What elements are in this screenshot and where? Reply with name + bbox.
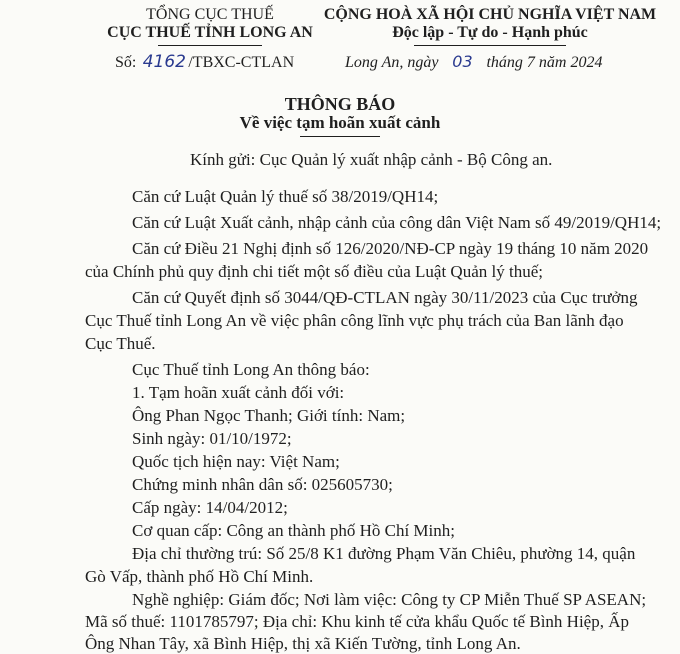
body-line: Cục Thuế. — [85, 334, 156, 353]
date-suffix: tháng 7 năm 2024 — [486, 54, 603, 71]
body-line: 1. Tạm hoãn xuất cảnh đối với: — [132, 383, 345, 402]
body-line: Ông Phan Ngọc Thanh; Giới tính: Nam; — [132, 406, 406, 425]
document-date — [345, 52, 602, 72]
body-line: Cục Thuế tỉnh Long An thông báo: — [132, 360, 370, 379]
office-name: CỤC THUẾ TỈNH LONG AN — [107, 24, 313, 41]
motto: Độc lập - Tự do - Hạnh phúc — [392, 24, 588, 41]
subject-underline — [300, 136, 380, 137]
body-line: Căn cứ Quyết định số 3044/QĐ-CTLAN ngày 30/11/2023 của Cục trưởng — [132, 288, 638, 307]
date-day-handwritten: 03 — [452, 52, 473, 71]
body-line: Địa chỉ thường trú: Số 25/8 K1 đường Phạm Văn Chiêu, phường 14, quận — [132, 544, 636, 563]
body-line: Cấp ngày: 14/04/2012; — [132, 498, 288, 517]
document-title: THÔNG BÁO — [284, 94, 396, 114]
nation-title: CỘNG HOÀ XÃ HỘI CHỦ NGHĨA VIỆT NAM — [323, 6, 657, 23]
motto-underline — [414, 45, 566, 46]
agency-name: TỔNG CỤC THUẾ — [146, 6, 274, 23]
office-underline — [158, 45, 262, 46]
body-line: Chứng minh nhân dân số: 025605730; — [132, 475, 393, 494]
body-line: Mã số thuế: 1101785797; Địa chỉ: Khu kinh tế cửa khẩu Quốc tế Bình Hiệp, Ấp — [85, 612, 629, 631]
body-line: Nghề nghiệp: Giám đốc; Nơi làm việc: Công ty CP Miễn Thuế SP ASEAN; — [132, 590, 647, 609]
date-prefix: Long An, ngày — [345, 54, 439, 71]
body-line: Ông Nhan Tây, xã Bình Hiệp, thị xã Kiến Tường, tỉnh Long An. — [85, 634, 521, 653]
body-line: Sinh ngày: 01/10/1972; — [132, 429, 292, 448]
body-line: của Chính phủ quy định chi tiết một số điều của Luật Quản lý thuế; — [85, 262, 543, 281]
body-line: Cơ quan cấp: Công an thành phố Hồ Chí Minh; — [132, 521, 455, 540]
number-suffix: /TBXC-CTLAN — [188, 54, 295, 71]
number-handwritten: 4162 — [142, 52, 186, 72]
document-subject: Về việc tạm hoãn xuất cảnh — [239, 113, 441, 132]
body-line: Quốc tịch hiện nay: Việt Nam; — [132, 452, 340, 471]
body-line: Căn cứ Luật Quản lý thuế số 38/2019/QH14; — [132, 187, 439, 206]
body-line: Căn cứ Luật Xuất cảnh, nhập cảnh của công dân Việt Nam số 49/2019/QH14; — [132, 213, 662, 232]
body-line: Gò Vấp, thành phố Hồ Chí Minh. — [85, 567, 314, 586]
body-line: Cục Thuế tỉnh Long An về việc phân công lĩnh vực phụ trách của Ban lãnh đạo — [85, 311, 624, 330]
number-prefix: Số: — [115, 54, 137, 71]
recipient: Kính gửi: Cục Quản lý xuất nhập cảnh - Bộ Công an. — [190, 150, 553, 169]
body-line: Căn cứ Điều 21 Nghị định số 126/2020/NĐ-CP ngày 19 tháng 10 năm 2020 — [132, 239, 649, 258]
document-number — [115, 52, 294, 72]
